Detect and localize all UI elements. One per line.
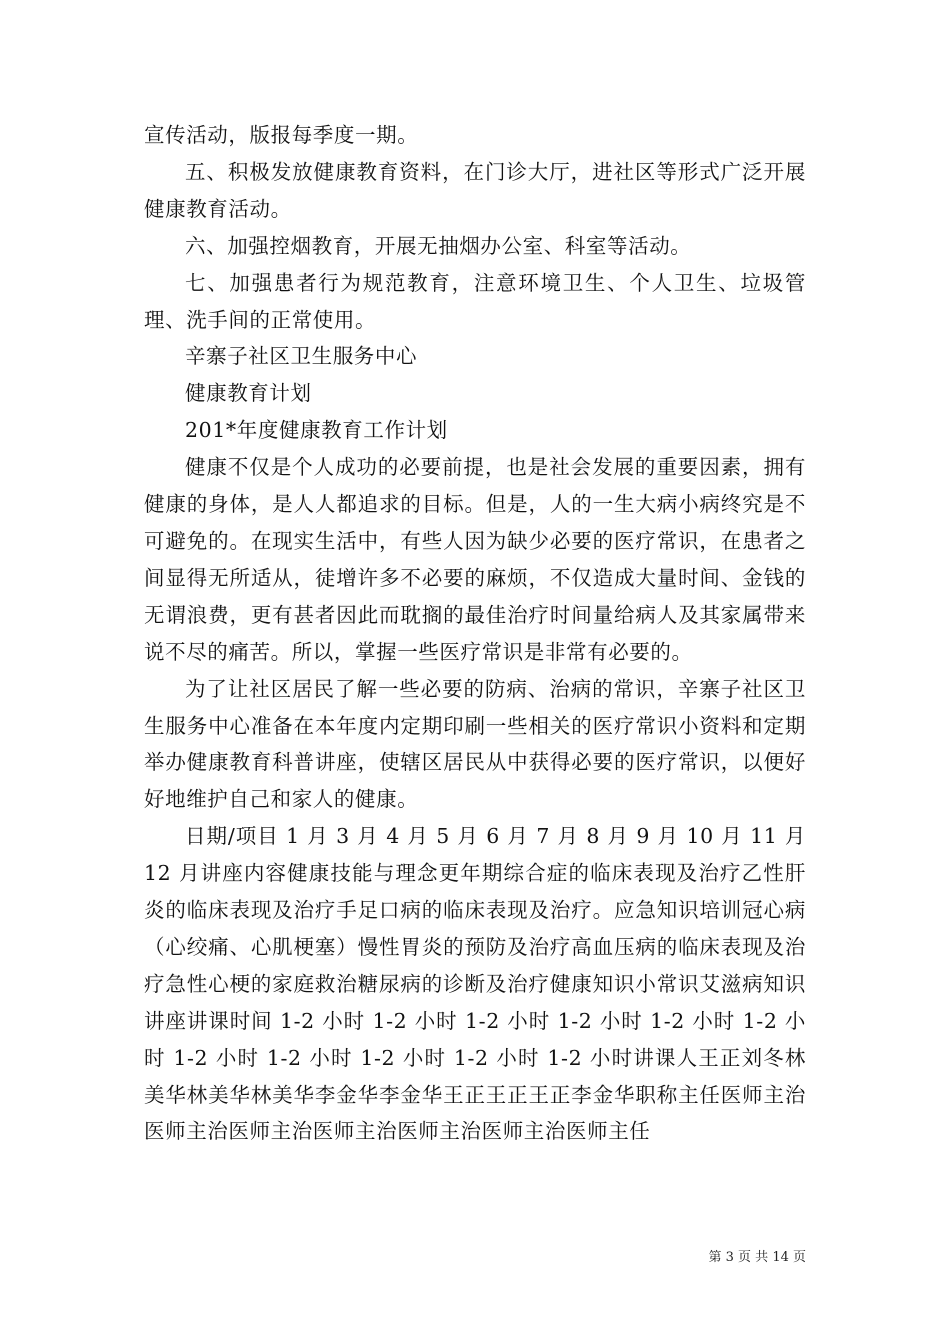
paragraph-item-seven: 七、加强患者行为规范教育，注意环境卫生、个人卫生、垃圾管理、洗手间的正常使用。	[144, 270, 806, 332]
plan-title: 201*年度健康教育工作计划	[185, 418, 448, 443]
page-number-footer: 第 3 页 共 14 页	[708, 1250, 806, 1265]
paragraph-schedule-table: 日期/项目 1 月 3 月 4 月 5 月 6 月 7 月 8 月 9 月 10 月 11 月 12 月讲座内容健康技能与理念更年期综合症的临床表现及治疗乙性肝炎的临床表现及治疗手足口病的临床表现及治疗。应急知识培训冠心病（心绞痛、心肌梗塞）慢性胃炎的预防及治疗高血压病的临床表现及治疗急性心梗的家庭救治糖尿病的诊断及治疗健康知识小常识艾滋病知识讲座讲课时间 1-2 小时 1-2 小时 1-2 小时 1-2 小时 1-2 小时 1-2 小时 1-2 小时 1-2 小时 1-2 小时 1-2 小时 1-2 小时讲课人王正刘冬林美华林美华林美华李金华李金华王正王正王正李金华职称主任医师主治医师主治医师主治医师主治医师主治医师主治医师主任	[144, 824, 806, 1144]
paragraph-continuation: 宣传活动，版报每季度一期。	[144, 123, 419, 147]
paragraph-health-intro: 健康不仅是个人成功的必要前提，也是社会发展的重要因素，拥有健康的身体，是人人都追求的目标。但是，人的一生大病小病终究是不可避免的。在现实生活中，有些人因为缺少必要的医疗常识，在患者之间显得无所适从，徒增许多不必要的麻烦，不仅造成大量时间、金钱的无谓浪费，更有甚者因此而耽搁的最佳治疗时间量给病人及其家属带来说不尽的痛苦。所以，掌握一些医疗常识是非常有必要的。	[144, 455, 806, 664]
paragraph-plan-purpose: 为了让社区居民了解一些必要的防病、治病的常识，辛寨子社区卫生服务中心准备在本年度内定期印刷一些相关的医疗常识小资料和定期举办健康教育科普讲座，使辖区居民从中获得必要的医疗常识，以便好好地维护自己和家人的健康。	[144, 676, 806, 812]
organization-name: 辛寨子社区卫生服务中心	[185, 344, 418, 369]
paragraph-item-five: 五、积极发放健康教育资料，在门诊大厅，进社区等形式广泛开展健康教育活动。	[144, 159, 806, 221]
section-heading: 健康教育计划	[185, 381, 312, 406]
document-body	[144, 117, 806, 1150]
paragraph-item-six: 六、加强控烟教育，开展无抽烟办公室、科室等活动。	[185, 233, 692, 258]
